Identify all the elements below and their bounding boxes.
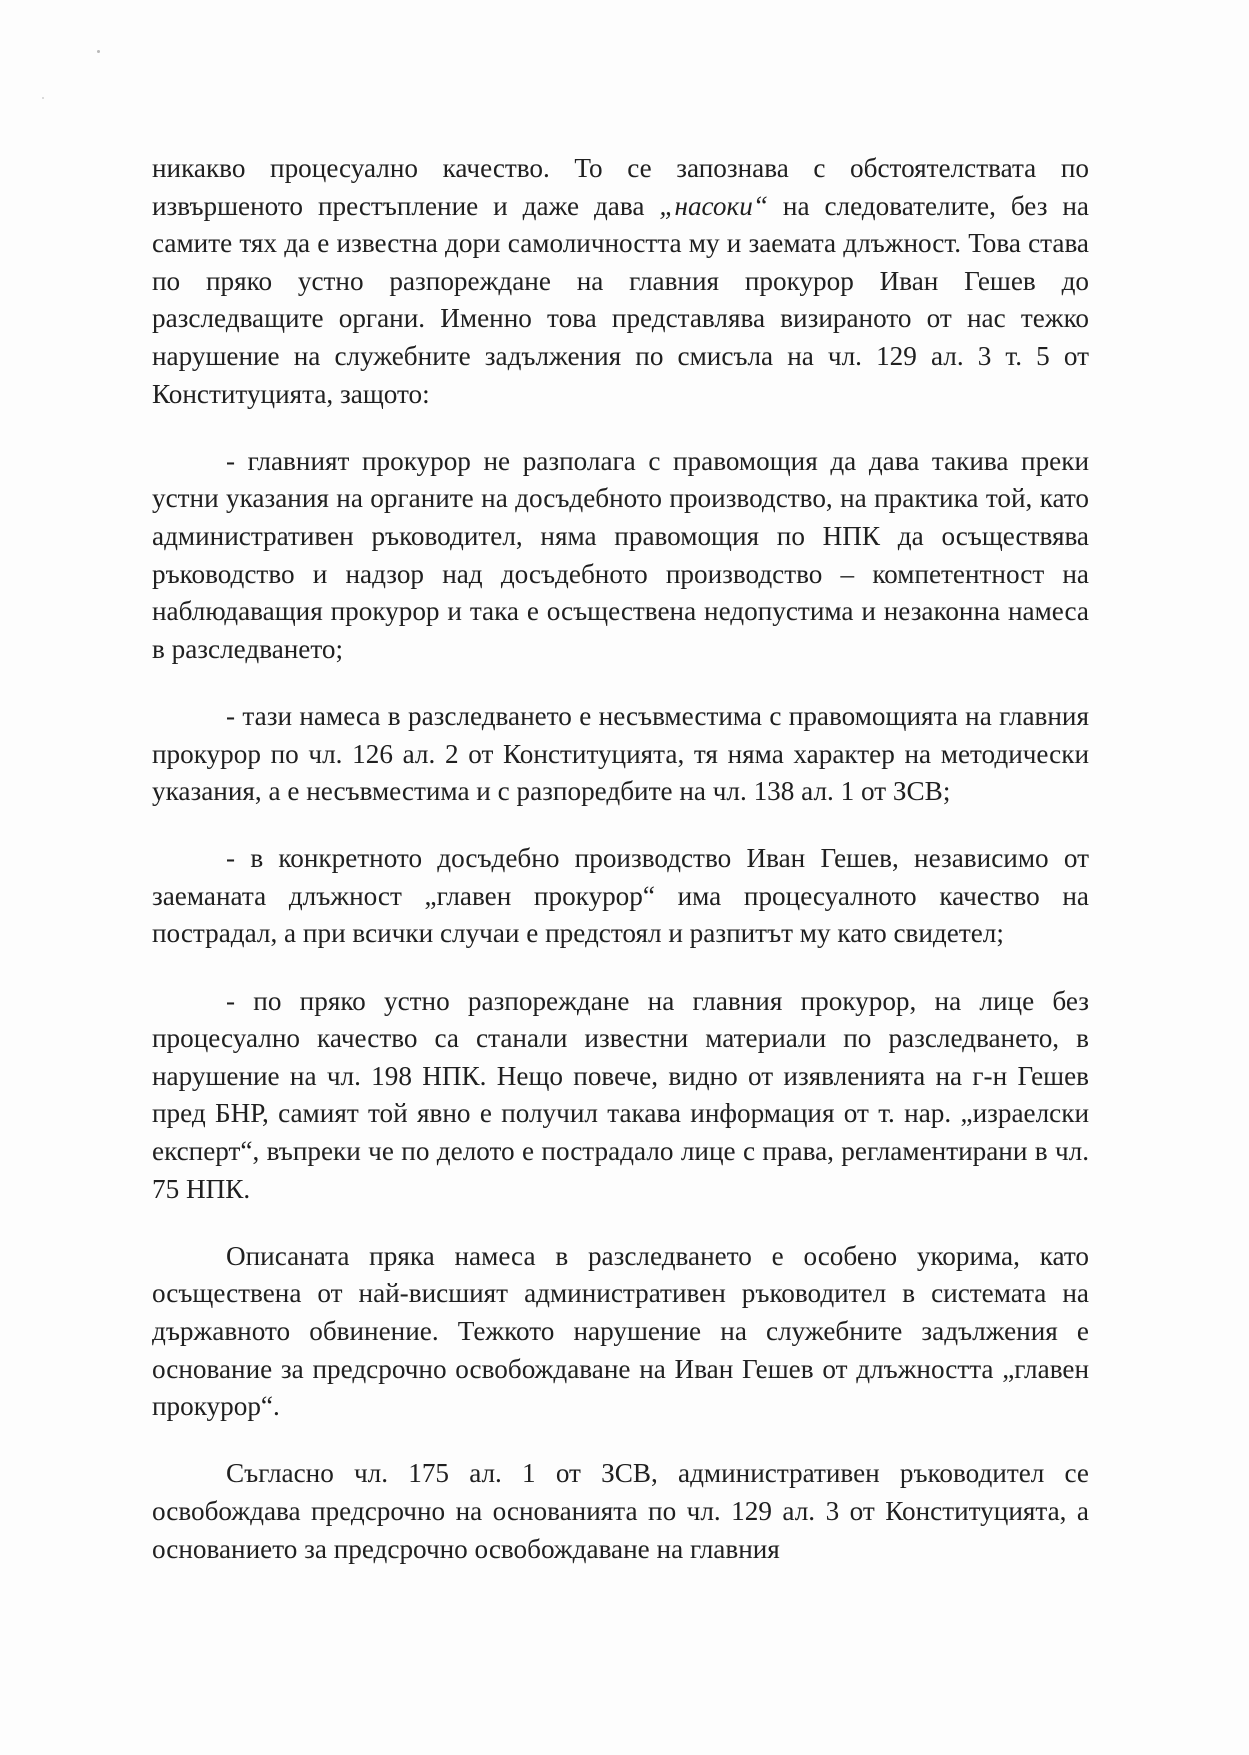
scan-speck [97, 50, 100, 53]
paragraph-text: на следователите, без на самите тях да е известна дори самоличността му и заемата длъжност. Това става по пряко устно разпореждане на главния прокурор Иван Гешев до разследващите органи. Именно това представлява визираното от нас тежко нарушение на служебните задължения по смисъла на чл. 129 ал. 3 т. 5 от Конституцията, защото: [152, 190, 1089, 409]
paragraph-text: Съгласно чл. 175 ал. 1 от ЗСВ, административен ръководител се освобождава предсрочно на основанията по чл. 129 ал. 3 от Конституцията, а основанието за предсрочно освобождаване на главния [152, 1458, 1089, 1564]
paragraph-text: - в конкретното досъдебно производство Иван Гешев, независимо от заеманата длъжност „главен прокурор“ има процесуалното качество на пострадал, а при всички случаи е предстоял и разпитът му като свидетел; [152, 843, 1089, 949]
paragraph-text: - главният прокурор не разполага с правомощия да дава такива преки устни указания на органите на досъдебното производство, на практика той, като административен ръководител, няма правомощия по НПК да осъществява ръководство и надзор над досъдебното производство – компетентност на наблюдаващия прокурор и така е осъществена недопустима и незаконна намеса в разследването; [152, 445, 1089, 664]
list-item-paragraph [152, 698, 1089, 811]
scan-speck [42, 97, 44, 99]
body-paragraph [152, 1455, 1089, 1568]
list-item-paragraph [152, 840, 1089, 953]
paragraph-text: Описаната пряка намеса в разследването е особено укорима, като осъществена от най-висшият административен ръководител в системата на държавното обвинение. Тежкото нарушение на служебните задължения е основание за предсрочно освобождаване на Иван Гешев от длъжността „главен прокурор“. [152, 1240, 1089, 1422]
body-paragraph [152, 1238, 1089, 1426]
list-item-paragraph [152, 443, 1089, 669]
quoted-term-nasoki: „насоки“ [659, 190, 768, 221]
paragraph-continuation [152, 150, 1089, 413]
paragraph-text: - по пряко устно разпореждане на главния прокурор, на лице без процесуално качество са станали известни материали по разследването, в нарушение на чл. 198 НПК. Нещо повече, видно от изявленията на г-н Гешев пред БНР, самият той явно е получил такава информация от т. нар. „израелски експерт“, въпреки че по делото е пострадало лице с права, регламентирани в чл. 75 НПК. [152, 985, 1089, 1204]
list-item-paragraph [152, 983, 1089, 1209]
document-body [152, 150, 1089, 1568]
paragraph-text: никакво процесуално качество. То се запознава с обстоятелствата по извършеното престъпление и даже дава [152, 153, 1089, 221]
paragraph-text: - тази намеса в разследването е несъвместима с правомощията на главния прокурор по чл. 126 ал. 2 от Конституцията, тя няма характер на методически указания, а е несъвместима и с разпоредбите на чл. 138 ал. 1 от ЗСВ; [152, 700, 1089, 807]
